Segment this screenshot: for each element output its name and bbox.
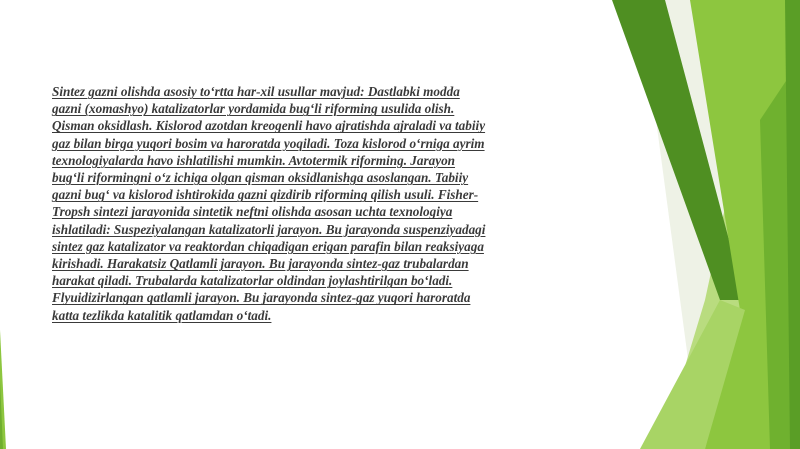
- body-text-line: Flyuidizirlangan qatlamli jarayon. Bu jarayonda sintez-gaz yuqori haroratda: [52, 290, 471, 306]
- body-text-line: bug‘li riformingni o‘z ichiga olgan qisman oksidlanishga asoslangan. Tabiiy: [52, 170, 469, 186]
- body-text-line: texnologiyalarda havo ishlatilishi mumkin. Avtotermik riforming. Jarayon: [52, 152, 456, 168]
- body-text-line: gazni bug‘ va kislorod ishtirokida gazni qizdirib riforming qilish usuli. Fisher-: [52, 187, 479, 203]
- body-text-line: sintez gaz katalizator va reaktordan chiqadigan erigan parafin bilan reaksiyaga: [52, 238, 484, 254]
- body-text-line: Tropsh sintezi jarayonida sintetik neftni olishda asosan uchta texnologiya: [52, 204, 453, 220]
- body-text-line: harakat qiladi. Trubalarda katalizatorlar oldindan joylashtirilgan bo‘ladi.: [52, 273, 453, 289]
- body-text-line: kirishadi. Harakatsiz Qatlamli jarayon. Bu jarayonda sintez-gaz trubalardan: [52, 256, 469, 272]
- body-text-line: Qisman oksidlash. Kislorod azotdan kreogenli havo ajratishda ajraladi va tabiiy: [52, 118, 486, 134]
- body-text-line: katta tezlikda katalitik qatlamdan o‘tadi.: [52, 307, 272, 323]
- slide-body-text: [52, 83, 600, 324]
- body-text-line: ishlatiladi: Suspeziyalangan katalizatorli jarayon. Bu jarayonda suspenziyadagi: [52, 221, 486, 237]
- body-text-line: gazni (xomashyo) katalizatorlar yordamida bug‘li riforming usulida olish.: [52, 101, 455, 117]
- body-text-line: Sintez gazni olishda asosiy to‘rtta har-xil usullar mavjud: Dastlabki modda: [52, 84, 460, 99]
- body-text-line: gaz bilan birga yuqori bosim va haroratda yoqiladi. Toza kislorod o‘rniga ayrim: [52, 135, 485, 151]
